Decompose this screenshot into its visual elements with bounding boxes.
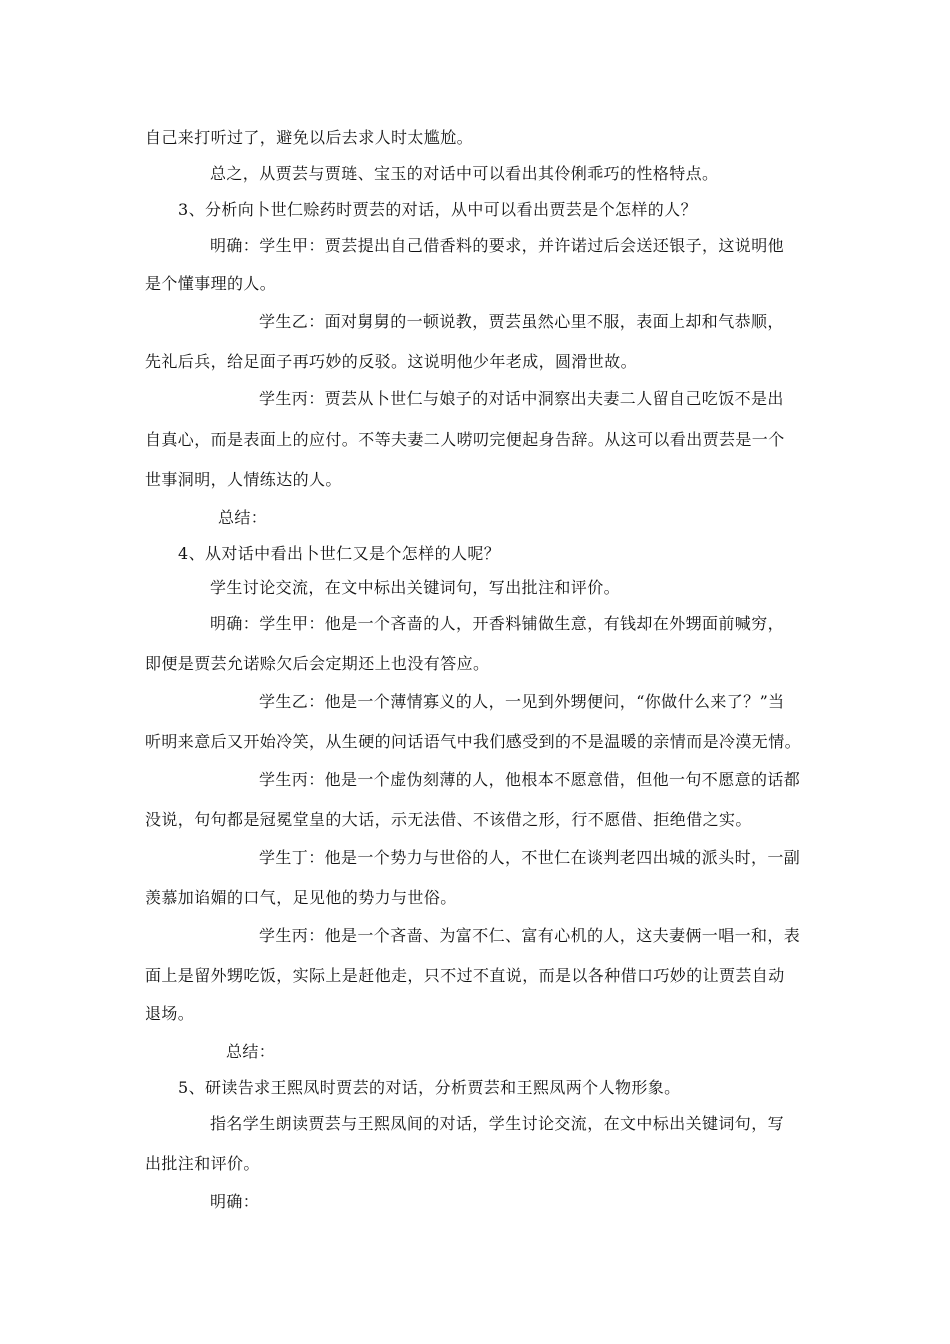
text-line: 明确：学生甲：贾芸提出自己借香料的要求，并许诺过后会送还银子，这说明他 [210,236,785,255]
text-line: 听明来意后又开始冷笑，从生硬的问话语气中我们感受到的不是温暖的亲情而是冷漠无情。 [145,732,802,751]
text-line: 学生乙：他是一个薄情寡义的人，一见到外甥便问，“你做什么来了？”当 [259,692,785,711]
text-line: 指名学生朗读贾芸与王熙凤间的对话，学生讨论交流，在文中标出关键词句，写 [210,1114,785,1133]
text-line: 是个懂事理的人。 [145,274,277,293]
text-line: 退场。 [145,1004,195,1023]
text-line: 羡慕加谄媚的口气，足见他的势力与世俗。 [145,888,457,907]
text-line: 没说，句句都是冠冕堂皇的大话，示无法借、不该借之形，行不愿借、拒绝借之实。 [145,810,752,829]
text-line: 学生丙：他是一个吝啬、为富不仁、富有心机的人，这夫妻俩一唱一和，表 [259,926,801,945]
text-line: 学生丁：他是一个势力与世俗的人，不世仁在谈判老四出城的派头时，一副 [259,848,801,867]
text-line: 即便是贾芸允诺赊欠后会定期还上也没有答应。 [145,654,490,673]
section-heading: 5、研读告求王熙凤时贾芸的对话，分析贾芸和王熙凤两个人物形象。 [178,1078,681,1097]
summary-label: 总结： [226,1042,276,1061]
text-line: 自己来打听过了，避免以后去求人时太尴尬。 [145,128,474,147]
text-line: 学生丙：他是一个虚伪刻薄的人，他根本不愿意借，但他一句不愿意的话都 [259,770,801,789]
section-heading: 4、从对话中看出卜世仁又是个怎样的人呢？ [178,544,501,563]
text-line: 自真心，而是表面上的应付。不等夫妻二人唠叨完便起身告辞。从这可以看出贾芸是一个 [145,430,785,449]
text-line: 世事洞明，人情练达的人。 [145,470,342,489]
section-heading: 3、分析向卜世仁赊药时贾芸的对话，从中可以看出贾芸是个怎样的人？ [178,200,697,219]
text-line: 明确： [210,1192,260,1211]
text-line: 学生讨论交流，在文中标出关键词句，写出批注和评价。 [210,578,621,597]
text-line: 面上是留外甥吃饭，实际上是赶他走，只不过不直说，而是以各种借口巧妙的让贾芸自动 [145,966,785,985]
text-line: 学生乙：面对舅舅的一顿说教，贾芸虽然心里不服，表面上却和气恭顺， [259,312,784,331]
text-line: 明确：学生甲：他是一个吝啬的人，开香料铺做生意，有钱却在外甥面前喊穷， [210,614,785,633]
text-line: 学生丙：贾芸从卜世仁与娘子的对话中洞察出夫妻二人留自己吃饭不是出 [259,389,784,408]
summary-label: 总结： [218,508,268,527]
text-line: 出批注和评价。 [145,1154,260,1173]
text-line: 先礼后兵，给足面子再巧妙的反驳。这说明他少年老成，圆滑世故。 [145,352,638,371]
text-line: 总之，从贾芸与贾琏、宝玉的对话中可以看出其伶俐乖巧的性格特点。 [210,164,719,183]
